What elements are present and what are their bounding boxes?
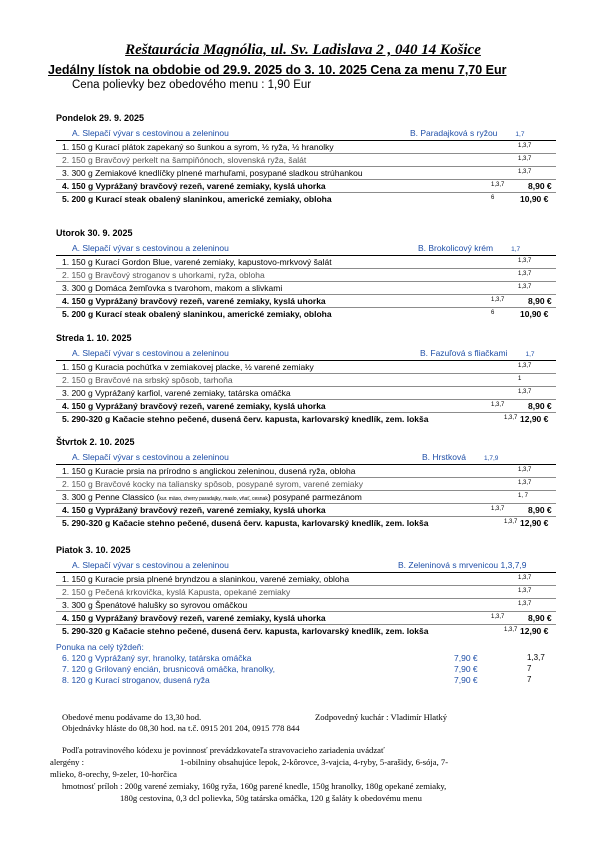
soup-b <box>410 128 524 138</box>
menu-item-price: 12,90 € <box>520 626 549 636</box>
menu-item <box>56 386 556 399</box>
menu-item-allergens: 1,3,7 <box>518 169 532 175</box>
menu-item <box>56 464 556 477</box>
soup-a: A. Slepačí vývar s cestovinou a zeleninou <box>72 243 229 253</box>
soup-a: A. Slepačí vývar s cestovinou a zeleninou <box>72 452 229 462</box>
menu-item <box>56 153 556 166</box>
menu-item-text: 5. 200 g Kurací steak obalený slaninkou, americké zemiaky, obloha <box>62 309 332 319</box>
soup-b <box>420 348 535 358</box>
day-menu <box>56 228 556 320</box>
menu-item-allergens: 1,3,7 <box>491 182 505 188</box>
menu-item-text: 5. 290-320 g Kačacie stehno pečené, dusená červ. kapusta, karlovarský knedlík, zem. lokša <box>62 518 429 528</box>
menu-item-text: 2. 150 g Bravčový perkelt na šampiňónoch, slovenská ryža, šalát <box>62 155 307 165</box>
side-weights: hmotnosť príloh : 200g varené zemiaky, 160g ryža, 160g parené knedle, 150g hranolky, 180g opekané zemiaky, <box>62 781 447 791</box>
weekly-item-allergens: 7 <box>527 675 532 684</box>
soup-b-allergens: 1,7 <box>511 246 521 253</box>
weekly-item-allergens: 1,3,7 <box>527 653 545 662</box>
menu-item-allergens: 1,3,7 <box>518 284 532 290</box>
menu-item-text: 5. 290-320 g Kačacie stehno pečené, dusená červ. kapusta, karlovarský knedlík, zem. lokša <box>62 414 429 424</box>
menu-item-text: 3. 300 g Špenátové halušky so syrovou omáčkou <box>62 600 248 610</box>
menu-item-text: 1. 150 g Kuracie prsia plnené bryndzou a slaninkou, varené zemiaky, obloha <box>62 574 350 584</box>
menu-item-allergens: 1,3,7 <box>491 506 505 512</box>
soup-row <box>56 452 556 464</box>
menu-item-text: 4. 150 g Vyprážaný bravčový rezeň, varené zemiaky, kyslá uhorka <box>62 401 326 411</box>
menu-item-allergens: 1,3,7 <box>504 627 518 633</box>
menu-item-text: 4. 150 g Vyprážaný bravčový rezeň, varené zemiaky, kyslá uhorka <box>62 181 326 191</box>
menu-item-price: 8,90 € <box>528 613 552 623</box>
menu-item <box>56 598 556 611</box>
chef-name: Zodpovedný kuchár : Vladimír Hlatký <box>315 712 448 722</box>
weekly-item-price: 7,90 € <box>454 664 478 674</box>
soup-b-allergens: 1,7 <box>515 131 525 138</box>
menu-item-price: 8,90 € <box>528 401 552 411</box>
soup-b-allergens: 1,7 <box>525 351 535 358</box>
allergen-law-note: Podľa potravinového kódexu je povinnosť prevádzkovateľa stravovacieho zariadenia uvádzať <box>62 745 385 755</box>
soup-a: A. Slepačí vývar s cestovinou a zeleninou <box>72 560 229 570</box>
allergen-label: alergény : <box>50 757 84 767</box>
menu-item <box>56 373 556 386</box>
menu-item <box>56 516 556 529</box>
weekly-item-allergens: 7 <box>527 664 532 673</box>
day-menu <box>56 545 556 637</box>
menu-item-allergens: 1,3,7 <box>518 588 532 594</box>
menu-item <box>56 572 556 585</box>
menu-item <box>56 503 556 516</box>
menu-item-text: 2. 150 g Pečená krkovička, kyslá Kapusta, opekané zemiaky <box>62 587 291 597</box>
menu-item <box>56 268 556 281</box>
menu-item <box>56 192 556 205</box>
menu-item <box>56 412 556 425</box>
menu-item-price: 8,90 € <box>528 181 552 191</box>
menu-item <box>56 166 556 179</box>
menu-item-text: 4. 150 g Vyprážaný bravčový rezeň, varené zemiaky, kyslá uhorka <box>62 505 326 515</box>
menu-item-price: 10,90 € <box>520 194 549 204</box>
menu-item-allergens: 1,3,7 <box>518 389 532 395</box>
menu-item-text: 2. 150 g Bravčové kocky na taliansky spôsob, posypané syrom, varené zemiaky <box>62 479 363 489</box>
menu-item-text: 5. 290-320 g Kačacie stehno pečené, dusená červ. kapusta, karlovarský knedlík, zem. lokša <box>62 626 429 636</box>
menu-item-text: 5. 200 g Kurací steak obalený slaninkou, americké zemiaky, obloha <box>62 194 332 204</box>
menu-item-text: 1. 150 g Kuracia pochúťka v zemiakovej placke, ½ varené zemiaky <box>62 362 314 372</box>
menu-item-text: 1. 150 g Kurací Gordon Blue, varené zemiaky, kapustovo-mrkvový šalát <box>62 257 332 267</box>
weekly-item <box>56 675 556 686</box>
weekly-item <box>56 664 556 675</box>
soup-b <box>398 560 545 570</box>
menu-item-allergens: 1 <box>518 376 522 382</box>
weekly-offer <box>56 642 556 686</box>
menu-item-allergens: 1,3,7 <box>491 402 505 408</box>
menu-item-allergens: 1,3,7 <box>518 143 532 149</box>
menu-item <box>56 307 556 320</box>
serve-time: Obedové menu podávame do 13,30 hod. <box>62 712 202 722</box>
menu-item <box>56 360 556 373</box>
soup-b <box>418 243 520 253</box>
soup-row <box>56 348 556 360</box>
menu-item-allergens: 1,3,7 <box>504 519 518 525</box>
menu-item <box>56 490 556 503</box>
menu-item-allergens: 1,3,7 <box>518 271 532 277</box>
soup-b-name: B. Brokolicový krém <box>418 243 494 253</box>
menu-item-allergens: 1, 7 <box>518 493 529 499</box>
weekly-offer-header: Ponuka na celý týždeň: <box>56 642 144 652</box>
weekly-item-text: 8. 120 g Kurací stroganov, dusená ryža <box>62 675 210 685</box>
weekly-item-text: 7. 120 g Grilovaný encián, brusnicová omáčka, hranolky, <box>62 664 275 674</box>
menu-item-price: 12,90 € <box>520 518 549 528</box>
soup-row <box>56 560 556 572</box>
day-header: Štvrtok 2. 10. 2025 <box>56 437 135 447</box>
menu-item-price: 8,90 € <box>528 296 552 306</box>
soup-b-name: B. Hrstková <box>422 452 466 462</box>
menu-item <box>56 611 556 624</box>
day-menu <box>56 113 556 205</box>
menu-item-text: 1. 150 g Kurací plátok zapekaný so šunkou a syrom, ½ ryža, ½ hranolky <box>62 142 334 152</box>
menu-item-price: 12,90 € <box>520 414 549 424</box>
soup-b <box>422 452 498 462</box>
menu-item-text-end: ) posypané parmezánom <box>267 492 362 502</box>
menu-item <box>56 399 556 412</box>
menu-item-text-start: 3. 300 g Penne Classico ( <box>62 492 160 502</box>
weekly-item-price: 7,90 € <box>454 653 478 663</box>
soup-b-name: B. Fazuľová s fliačkami <box>420 348 508 358</box>
day-menu <box>56 437 556 529</box>
day-header: Utorok 30. 9. 2025 <box>56 228 133 238</box>
menu-item <box>56 294 556 307</box>
soup-b-name: B. Zeleninová s mrvenicou 1,3,7,9 <box>398 560 527 570</box>
menu-item-allergens: 6 <box>491 195 495 201</box>
menu-item <box>56 255 556 268</box>
menu-item <box>56 585 556 598</box>
allergen-list-cont: mlieko, 8-orechy, 9-zeler, 10-horčica <box>50 769 177 779</box>
soup-row <box>56 128 556 140</box>
menu-period-title: Jedálny lístok na obdobie od 29.9. 2025 do 3. 10. 2025 Cena za menu 7,70 Eur <box>48 63 507 77</box>
menu-item-text: 3. 200 g Vyprážaný karfiol, varené zemiaky, tatárska omáčka <box>62 388 291 398</box>
menu-item-text: 4. 150 g Vyprážaný bravčový rezeň, varené zemiaky, kyslá uhorka <box>62 613 326 623</box>
menu-item-allergens: 1,3,7 <box>518 258 532 264</box>
soup-b-allergens: 1,7,9 <box>483 455 499 462</box>
soup-a: A. Slepačí vývar s cestovinou a zeleninou <box>72 128 229 138</box>
menu-item-allergens: 1,3,7 <box>491 297 505 303</box>
menu-item-allergens: 6 <box>491 310 495 316</box>
weekly-item-price: 7,90 € <box>454 675 478 685</box>
menu-item <box>56 477 556 490</box>
day-header: Pondelok 29. 9. 2025 <box>56 113 145 123</box>
menu-item-text: 2. 150 g Bravčové na srbský spôsob, tarhoňa <box>62 375 233 385</box>
menu-item-allergens: 1,3,7 <box>518 467 532 473</box>
menu-item-text: 2. 150 g Bravčový stroganov s uhorkami, ryža, obloha <box>62 270 265 280</box>
menu-item-allergens: 1,3,7 <box>518 480 532 486</box>
day-menu <box>56 333 556 425</box>
menu-item <box>56 281 556 294</box>
menu-item <box>56 624 556 637</box>
day-header: Streda 1. 10. 2025 <box>56 333 132 343</box>
menu-item-allergens: 1,3,7 <box>518 363 532 369</box>
soup-a: A. Slepačí vývar s cestovinou a zeleninou <box>72 348 229 358</box>
menu-item-text: 1. 150 g Kuracie prsia na prírodno s anglickou zeleninou, dusená ryža, obloha <box>62 466 356 476</box>
side-weights-cont: 180g cestovina, 0,3 dcl polievka, 50g tatárska omáčka, 120 g šaláty k obedovému menu <box>120 793 422 803</box>
soup-price-note: Cena polievky bez obedového menu : 1,90 Eur <box>72 79 312 91</box>
menu-item-allergens: 1,3,7 <box>518 575 532 581</box>
soup-row <box>56 243 556 255</box>
soup-b-name: B. Paradajková s ryžou <box>410 128 498 138</box>
menu-item-allergens: 1,3,7 <box>504 415 518 421</box>
menu-item-allergens: 1,3,7 <box>518 601 532 607</box>
menu-item-text: 4. 150 g Vyprážaný bravčový rezeň, varené zemiaky, kyslá uhorka <box>62 296 326 306</box>
menu-item-price: 10,90 € <box>520 309 549 319</box>
menu-item-price: 8,90 € <box>528 505 552 515</box>
menu-item-text: 3. 300 g Domáca žemľovka s tvarohom, makom a slivkami <box>62 283 283 293</box>
menu-item <box>56 179 556 192</box>
weekly-item-text: 6. 120 g Vyprážaný syr, hranolky, tatárska omáčka <box>62 653 252 663</box>
allergen-list: 1-obilniny obsahujúce lepok, 2-kôrovce, 3-vajcia, 4-ryby, 5-arašidy, 6-sója, 7- <box>180 757 449 767</box>
order-info: Objednávky hláste do 08,30 hod. na t.č. 0915 201 204, 0915 778 844 <box>62 723 300 733</box>
day-header: Piatok 3. 10. 2025 <box>56 545 131 555</box>
menu-item-ingredients: kur. mäso, cherry paradajky, maslo, vňať, cesnak <box>159 496 268 502</box>
weekly-item <box>56 653 556 664</box>
menu-item <box>56 140 556 153</box>
menu-item-text: 3. 300 g Zemiakové knedlíčky plnené marhuľami, posypané sladkou strúhankou <box>62 168 363 178</box>
restaurant-title: Reštaurácia Magnólia, ul. Sv. Ladislava 2 , 040 14 Košice <box>125 42 481 58</box>
menu-item-allergens: 1,3,7 <box>491 614 505 620</box>
menu-item-text <box>62 492 362 502</box>
menu-item-allergens: 1,3,7 <box>518 156 532 162</box>
